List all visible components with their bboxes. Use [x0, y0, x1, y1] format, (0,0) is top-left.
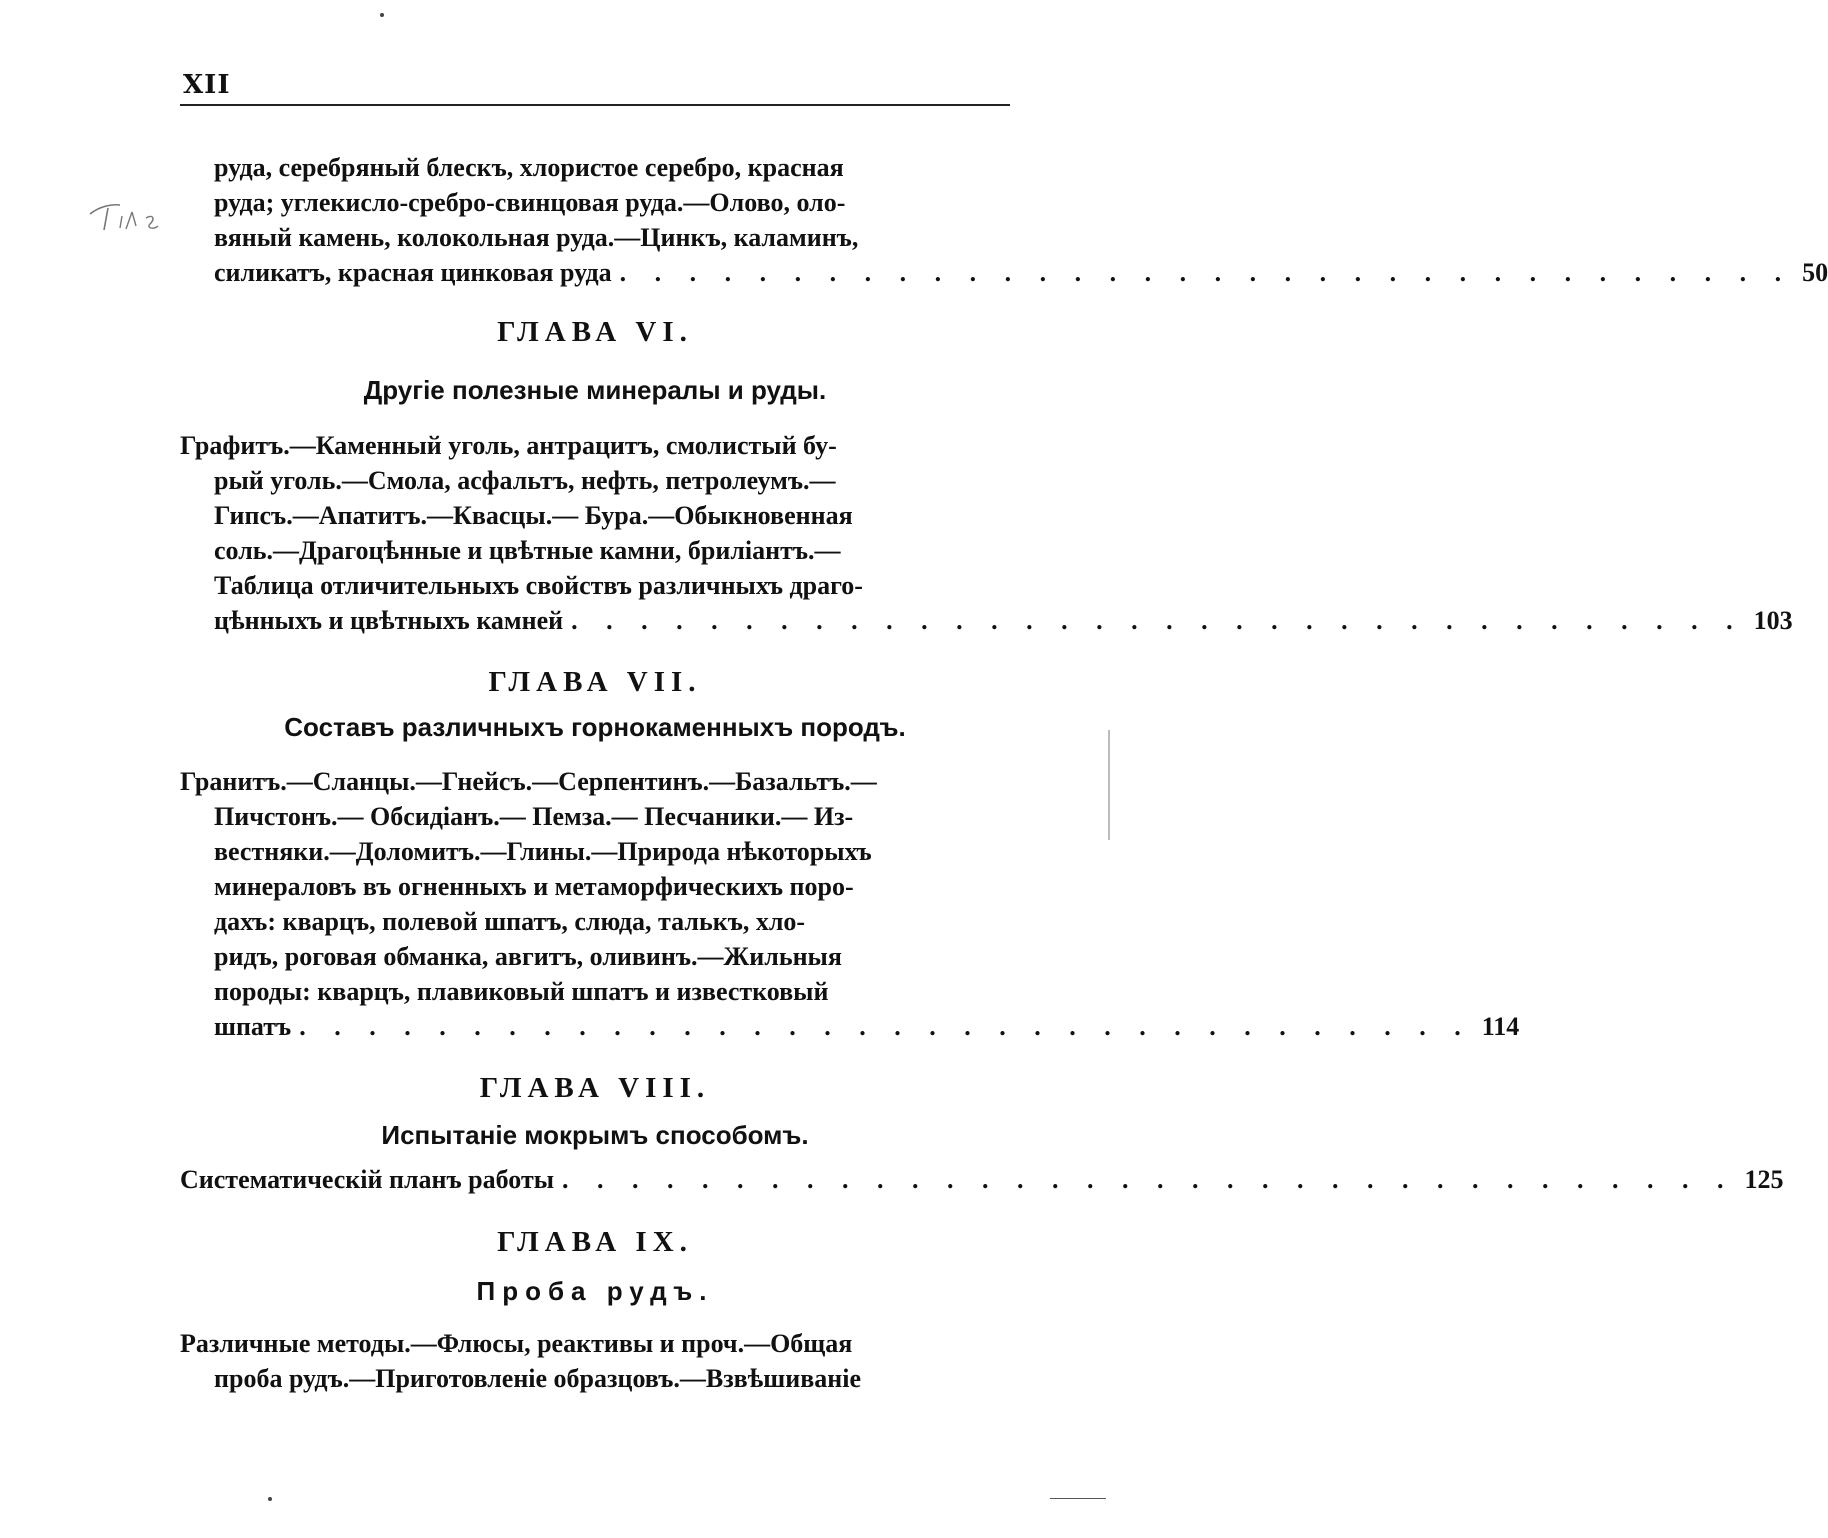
toc-line: проба рудъ.—Приготовленіе образцовъ.—Взвѣшиваніе: [214, 1364, 862, 1393]
toc-line: рый уголь.—Смола, асфальтъ, нефть, петролеумъ.—: [214, 466, 836, 495]
toc-last-line: [180, 603, 1793, 638]
chapter-heading: ГЛАВА VII.: [488, 666, 702, 698]
toc-line: руда; углекисло-сребро-свинцовая руда.—Олово, оло-: [214, 188, 846, 217]
leader-dots: . . . . . . . . . . . . . . . . . . . . . . . . . . . . . . . . . .: [562, 1165, 1735, 1194]
toc-line: вестняки.—Доломитъ.—Глины.—Природа нѣкоторыхъ: [214, 837, 872, 866]
scan-speck: [380, 13, 384, 17]
leader-dots: . . . . . . . . . . . . . . . . . . . . . . . . . . . . . . . . . .: [299, 1012, 1472, 1041]
page-number: 114: [1481, 1012, 1520, 1041]
toc-line: шпатъ: [214, 1012, 292, 1041]
scan-edge-rule: [1050, 1498, 1106, 1499]
chapter-title: Другіе полезные минералы и руды.: [363, 375, 827, 405]
toc-entry-ch8: [180, 1162, 1784, 1197]
leader-dots: . . . . . . . . . . . . . . . . . . . . . . . . . . . . . . . . . .: [571, 606, 1744, 635]
toc-entry-ch6: [180, 428, 1793, 638]
scan-speck: [268, 1497, 272, 1501]
toc-line: Пичстонъ.— Обсидіанъ.— Пемза.— Песчаники.— Из-: [214, 802, 854, 831]
toc-line: цѣнныхъ и цвѣтныхъ камней: [214, 606, 564, 635]
header-rule: [180, 104, 1010, 106]
chapter-heading: ГЛАВА IX.: [497, 1226, 693, 1258]
toc-line: породы: кварцъ, плавиковый шпатъ и известковый: [214, 977, 829, 1006]
running-head: XII: [183, 70, 231, 100]
leader-dots: . . . . . . . . . . . . . . . . . . . . . . . . . . . . . . . . . .: [619, 258, 1793, 287]
toc-line: силикатъ, красная цинковая руда: [214, 258, 612, 287]
toc-line: Таблица отличительныхъ свойствъ различныхъ драго-: [214, 571, 863, 600]
toc-line: Различные методы.—Флюсы, реактивы и проч.—Общая: [180, 1329, 853, 1358]
toc-line: Гипсъ.—Апатитъ.—Квасцы.— Бура.—Обыкновенная: [214, 501, 853, 530]
toc-line: соль.—Драгоцѣнные и цвѣтные камни, бриліантъ.—: [214, 536, 841, 565]
toc-last-line: [180, 255, 1828, 290]
toc-last-line: [180, 1162, 1784, 1197]
toc-line: ридъ, роговая обманка, авгитъ, оливинъ.—Жильныя: [214, 942, 842, 971]
toc-last-line: [180, 1009, 1520, 1044]
chapter-title: Составъ различныхъ горнокаменныхъ породъ.: [284, 712, 906, 742]
toc-line: дахъ: кварцъ, полевой шпатъ, слюда, талькъ, хло-: [214, 907, 806, 936]
toc-entry-ch7: [180, 764, 1520, 1044]
pencil-margin-mark: [86, 196, 166, 236]
toc-entry-ch5-cont: [180, 150, 1828, 290]
toc-line: минераловъ въ огненныхъ и метаморфическихъ поро-: [214, 872, 854, 901]
page-number: 50: [1802, 258, 1828, 287]
toc-line: вяный камень, колокольная руда.—Цинкъ, каламинъ,: [214, 223, 859, 252]
chapter-heading: ГЛАВА VIII.: [479, 1072, 711, 1104]
toc-line: руда, серебряный блескъ, хлористое серебро, красная: [214, 153, 844, 182]
toc-entry-ch9: [180, 1326, 1010, 1396]
chapter-heading: ГЛАВА VI.: [497, 316, 693, 348]
toc-line: Систематическій планъ работы: [180, 1165, 555, 1194]
toc-line: Гранитъ.—Сланцы.—Гнейсъ.—Серпентинъ.—Базальтъ.—: [180, 767, 877, 796]
chapter-title: Испытаніе мокрымъ способомъ.: [381, 1120, 809, 1150]
page-number: 103: [1753, 606, 1793, 635]
chapter-title: Проба рудъ.: [476, 1276, 714, 1306]
scan-edge-line: [1108, 730, 1110, 840]
toc-line: Графитъ.—Каменный уголь, антрацитъ, смолистый бу-: [180, 431, 837, 460]
page-number: 125: [1744, 1165, 1784, 1194]
